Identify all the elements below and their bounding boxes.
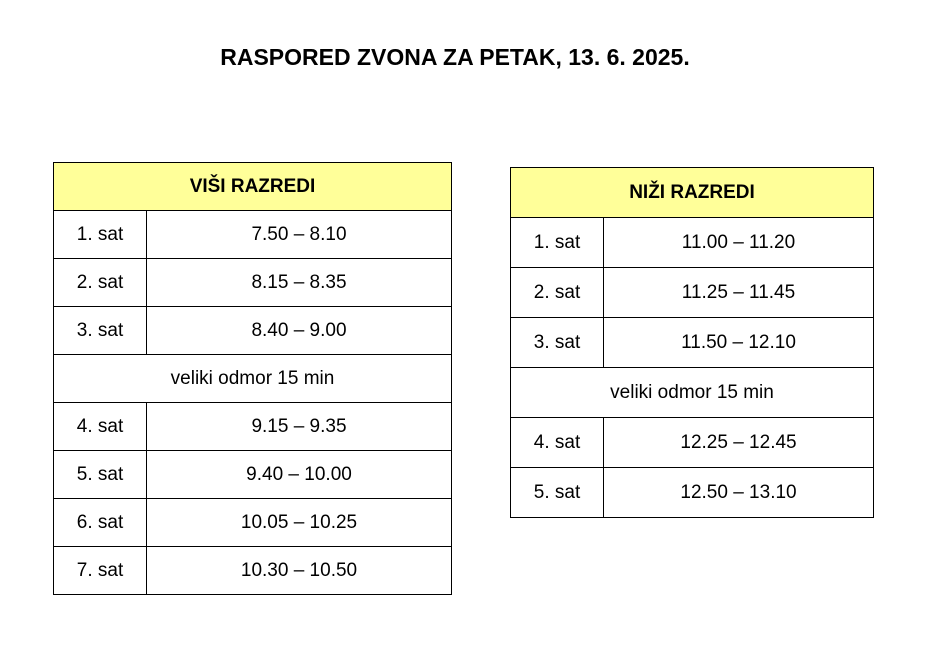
schedule-table-nizi-razredi <box>510 167 874 518</box>
table-row <box>54 403 452 451</box>
period-time: 11.00 – 11.20 <box>604 218 874 268</box>
period-label: 4. sat <box>511 418 604 468</box>
period-label: 3. sat <box>511 318 604 368</box>
period-label: 5. sat <box>511 468 604 518</box>
period-label: 6. sat <box>54 499 147 547</box>
table-header-row <box>54 163 452 211</box>
period-time: 12.25 – 12.45 <box>604 418 874 468</box>
period-label: 2. sat <box>511 268 604 318</box>
period-label: 3. sat <box>54 307 147 355</box>
period-time: 8.15 – 8.35 <box>147 259 452 307</box>
period-time: 10.05 – 10.25 <box>147 499 452 547</box>
period-label: 1. sat <box>511 218 604 268</box>
period-time: 11.50 – 12.10 <box>604 318 874 368</box>
break-label: veliki odmor 15 min <box>54 355 452 403</box>
table-row <box>54 547 452 595</box>
table-row <box>54 499 452 547</box>
period-time: 10.30 – 10.50 <box>147 547 452 595</box>
table-row <box>511 218 874 268</box>
period-time: 9.40 – 10.00 <box>147 451 452 499</box>
period-time: 7.50 – 8.10 <box>147 211 452 259</box>
schedule-table-visi-razredi <box>53 162 452 595</box>
period-time: 8.40 – 9.00 <box>147 307 452 355</box>
period-label: 4. sat <box>54 403 147 451</box>
table-header-row <box>511 168 874 218</box>
table-header-visi-razredi: VIŠI RAZREDI <box>54 163 452 211</box>
table-header-nizi-razredi: NIŽI RAZREDI <box>511 168 874 218</box>
page-title: RASPORED ZVONA ZA PETAK, 13. 6. 2025. <box>220 44 690 70</box>
period-time: 11.25 – 11.45 <box>604 268 874 318</box>
table-row <box>511 468 874 518</box>
break-label: veliki odmor 15 min <box>511 368 874 418</box>
period-label: 7. sat <box>54 547 147 595</box>
table-row <box>54 211 452 259</box>
table-row <box>54 307 452 355</box>
table-row <box>511 418 874 468</box>
break-row <box>511 368 874 418</box>
break-row <box>54 355 452 403</box>
period-label: 5. sat <box>54 451 147 499</box>
period-time: 12.50 – 13.10 <box>604 468 874 518</box>
period-time: 9.15 – 9.35 <box>147 403 452 451</box>
table-row <box>54 451 452 499</box>
table-row <box>511 318 874 368</box>
period-label: 2. sat <box>54 259 147 307</box>
table-row <box>54 259 452 307</box>
table-row <box>511 268 874 318</box>
period-label: 1. sat <box>54 211 147 259</box>
